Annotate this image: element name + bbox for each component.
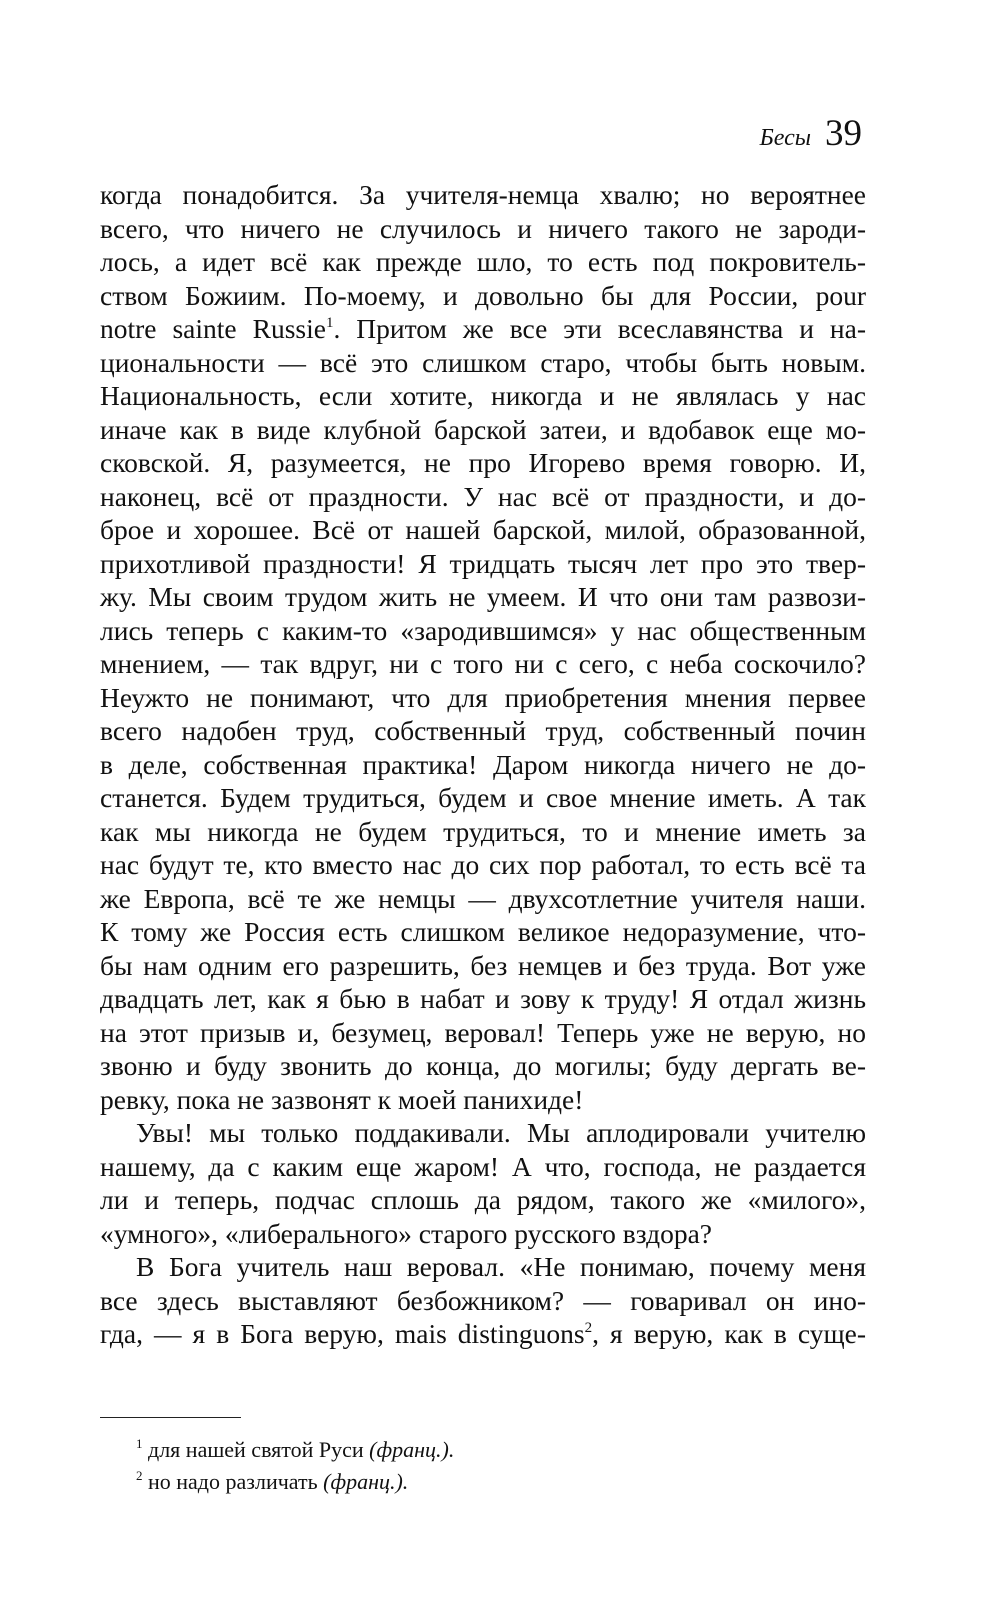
text-line: всего надобен труд, собственный труд, собственный почин bbox=[100, 715, 866, 746]
text-line: «умного», «либерального» старого русского вздора? bbox=[100, 1217, 712, 1249]
text-line: В Бога учитель наш веровал. «Не понимаю, почему меня bbox=[136, 1251, 866, 1282]
footnote-language: (франц.). bbox=[323, 1469, 409, 1494]
text-line: ли и теперь, подчас сплошь да рядом, такого же «милого», bbox=[100, 1184, 866, 1215]
footnote-mark: 2 bbox=[136, 1468, 143, 1483]
text-line bbox=[100, 312, 866, 346]
text-line: лись теперь с каким-то «зародившимся» у нас общественным bbox=[100, 614, 866, 646]
footnote-mark: 1 bbox=[136, 1436, 143, 1451]
text-line: Увы! мы только поддакивали. Мы аплодировали учителю bbox=[136, 1117, 866, 1148]
text-line: брое и хорошее. Всё от нашей барской, милой, образованной, bbox=[100, 514, 866, 545]
text-line: сковской. Я, разумеется, не про Игорево время говорю. И, bbox=[100, 447, 866, 478]
text-fragment: notre sainte Russie bbox=[100, 313, 326, 344]
footnote-language: (франц.). bbox=[369, 1437, 455, 1462]
text-line: Национальность, если хотите, никогда и не являлась у нас bbox=[100, 380, 866, 411]
footnote-text: но надо различать bbox=[142, 1469, 324, 1494]
text-fragment: . Притом же все эти всеславянства и на- bbox=[333, 313, 866, 344]
text-line: жу. Мы своим трудом жить не умеем. И что они там развози- bbox=[100, 581, 866, 612]
text-line: всего, что ничего не случилось и ничего такого не зароди- bbox=[100, 212, 866, 244]
text-line: лось, а идет всё как прежде шло, то есть под покровитель- bbox=[100, 246, 866, 277]
text-line: же Европа, всё те же немцы — двухсотлетние учителя наши. bbox=[100, 882, 866, 914]
text-line: нас будут те, кто вместо нас до сих пор работал, то есть всё та bbox=[100, 849, 866, 880]
text-line: бы нам одним его разрешить, без немцев и без труда. Вот уже bbox=[100, 949, 866, 981]
page-number: 39 bbox=[825, 113, 862, 154]
text-line: иначе как в виде клубной барской затеи, и вдобавок еще мо- bbox=[100, 413, 866, 445]
footnote-reference: 2 bbox=[584, 1320, 593, 1336]
text-line: Неужто не понимают, что для приобретения мнения первее bbox=[100, 681, 866, 713]
text-line bbox=[100, 1317, 866, 1351]
text-line: наконец, всё от праздности. У нас всё от праздности, и до- bbox=[100, 480, 866, 512]
footnote-1 bbox=[136, 1434, 454, 1466]
footnote-reference: 1 bbox=[325, 315, 334, 331]
text-line: мнением, — так вдруг, ни с того ни с сего, с неба соскочило? bbox=[100, 648, 866, 679]
footnote-text: для нашей святой Руси bbox=[142, 1437, 370, 1462]
text-line: когда понадобится. За учителя-немца хвалю; но вероятнее bbox=[100, 179, 866, 210]
book-title: Бесы bbox=[759, 125, 811, 151]
text-fragment: гда, — я в Бога верую, mais distinguons bbox=[100, 1318, 585, 1349]
text-line: все здесь выставляют безбожником? — говаривал он ино- bbox=[100, 1284, 866, 1316]
text-line: К тому же Россия есть слишком великое недоразумение, что- bbox=[100, 916, 866, 947]
text-line: ревку, пока не зазвонят к моей панихиде! bbox=[100, 1083, 584, 1115]
text-line: на этот призыв и, безумец, веровал! Теперь уже не верую, но bbox=[100, 1016, 866, 1048]
text-line: ством Божиим. По-моему, и довольно бы для России, pour bbox=[100, 279, 866, 311]
running-head bbox=[760, 112, 862, 155]
footnotes bbox=[136, 1434, 454, 1498]
footnote-divider bbox=[100, 1417, 241, 1418]
text-line: станется. Будем трудиться, будем и свое мнение иметь. А так bbox=[100, 782, 866, 813]
main-text bbox=[100, 178, 866, 1351]
text-line: прихотливой праздности! Я тридцать тысяч лет про это твер- bbox=[100, 547, 866, 579]
text-line: нашему, да с каким еще жаром! А что, господа, не раздается bbox=[100, 1150, 866, 1182]
footnote-2 bbox=[136, 1466, 454, 1498]
text-fragment: , я верую, как в суще- bbox=[592, 1318, 866, 1349]
text-line: как мы никогда не будем трудиться, то и мнение иметь за bbox=[100, 815, 866, 847]
text-line: в деле, собственная практика! Даром никогда ничего не до- bbox=[100, 748, 866, 780]
text-line: звоню и буду звонить до конца, до могилы; буду дергать ве- bbox=[100, 1050, 866, 1081]
text-line: двадцать лет, как я бью в набат и зову к труду! Я отдал жизнь bbox=[100, 983, 866, 1014]
text-line: циональности — всё это слишком старо, чтобы быть новым. bbox=[100, 346, 866, 378]
